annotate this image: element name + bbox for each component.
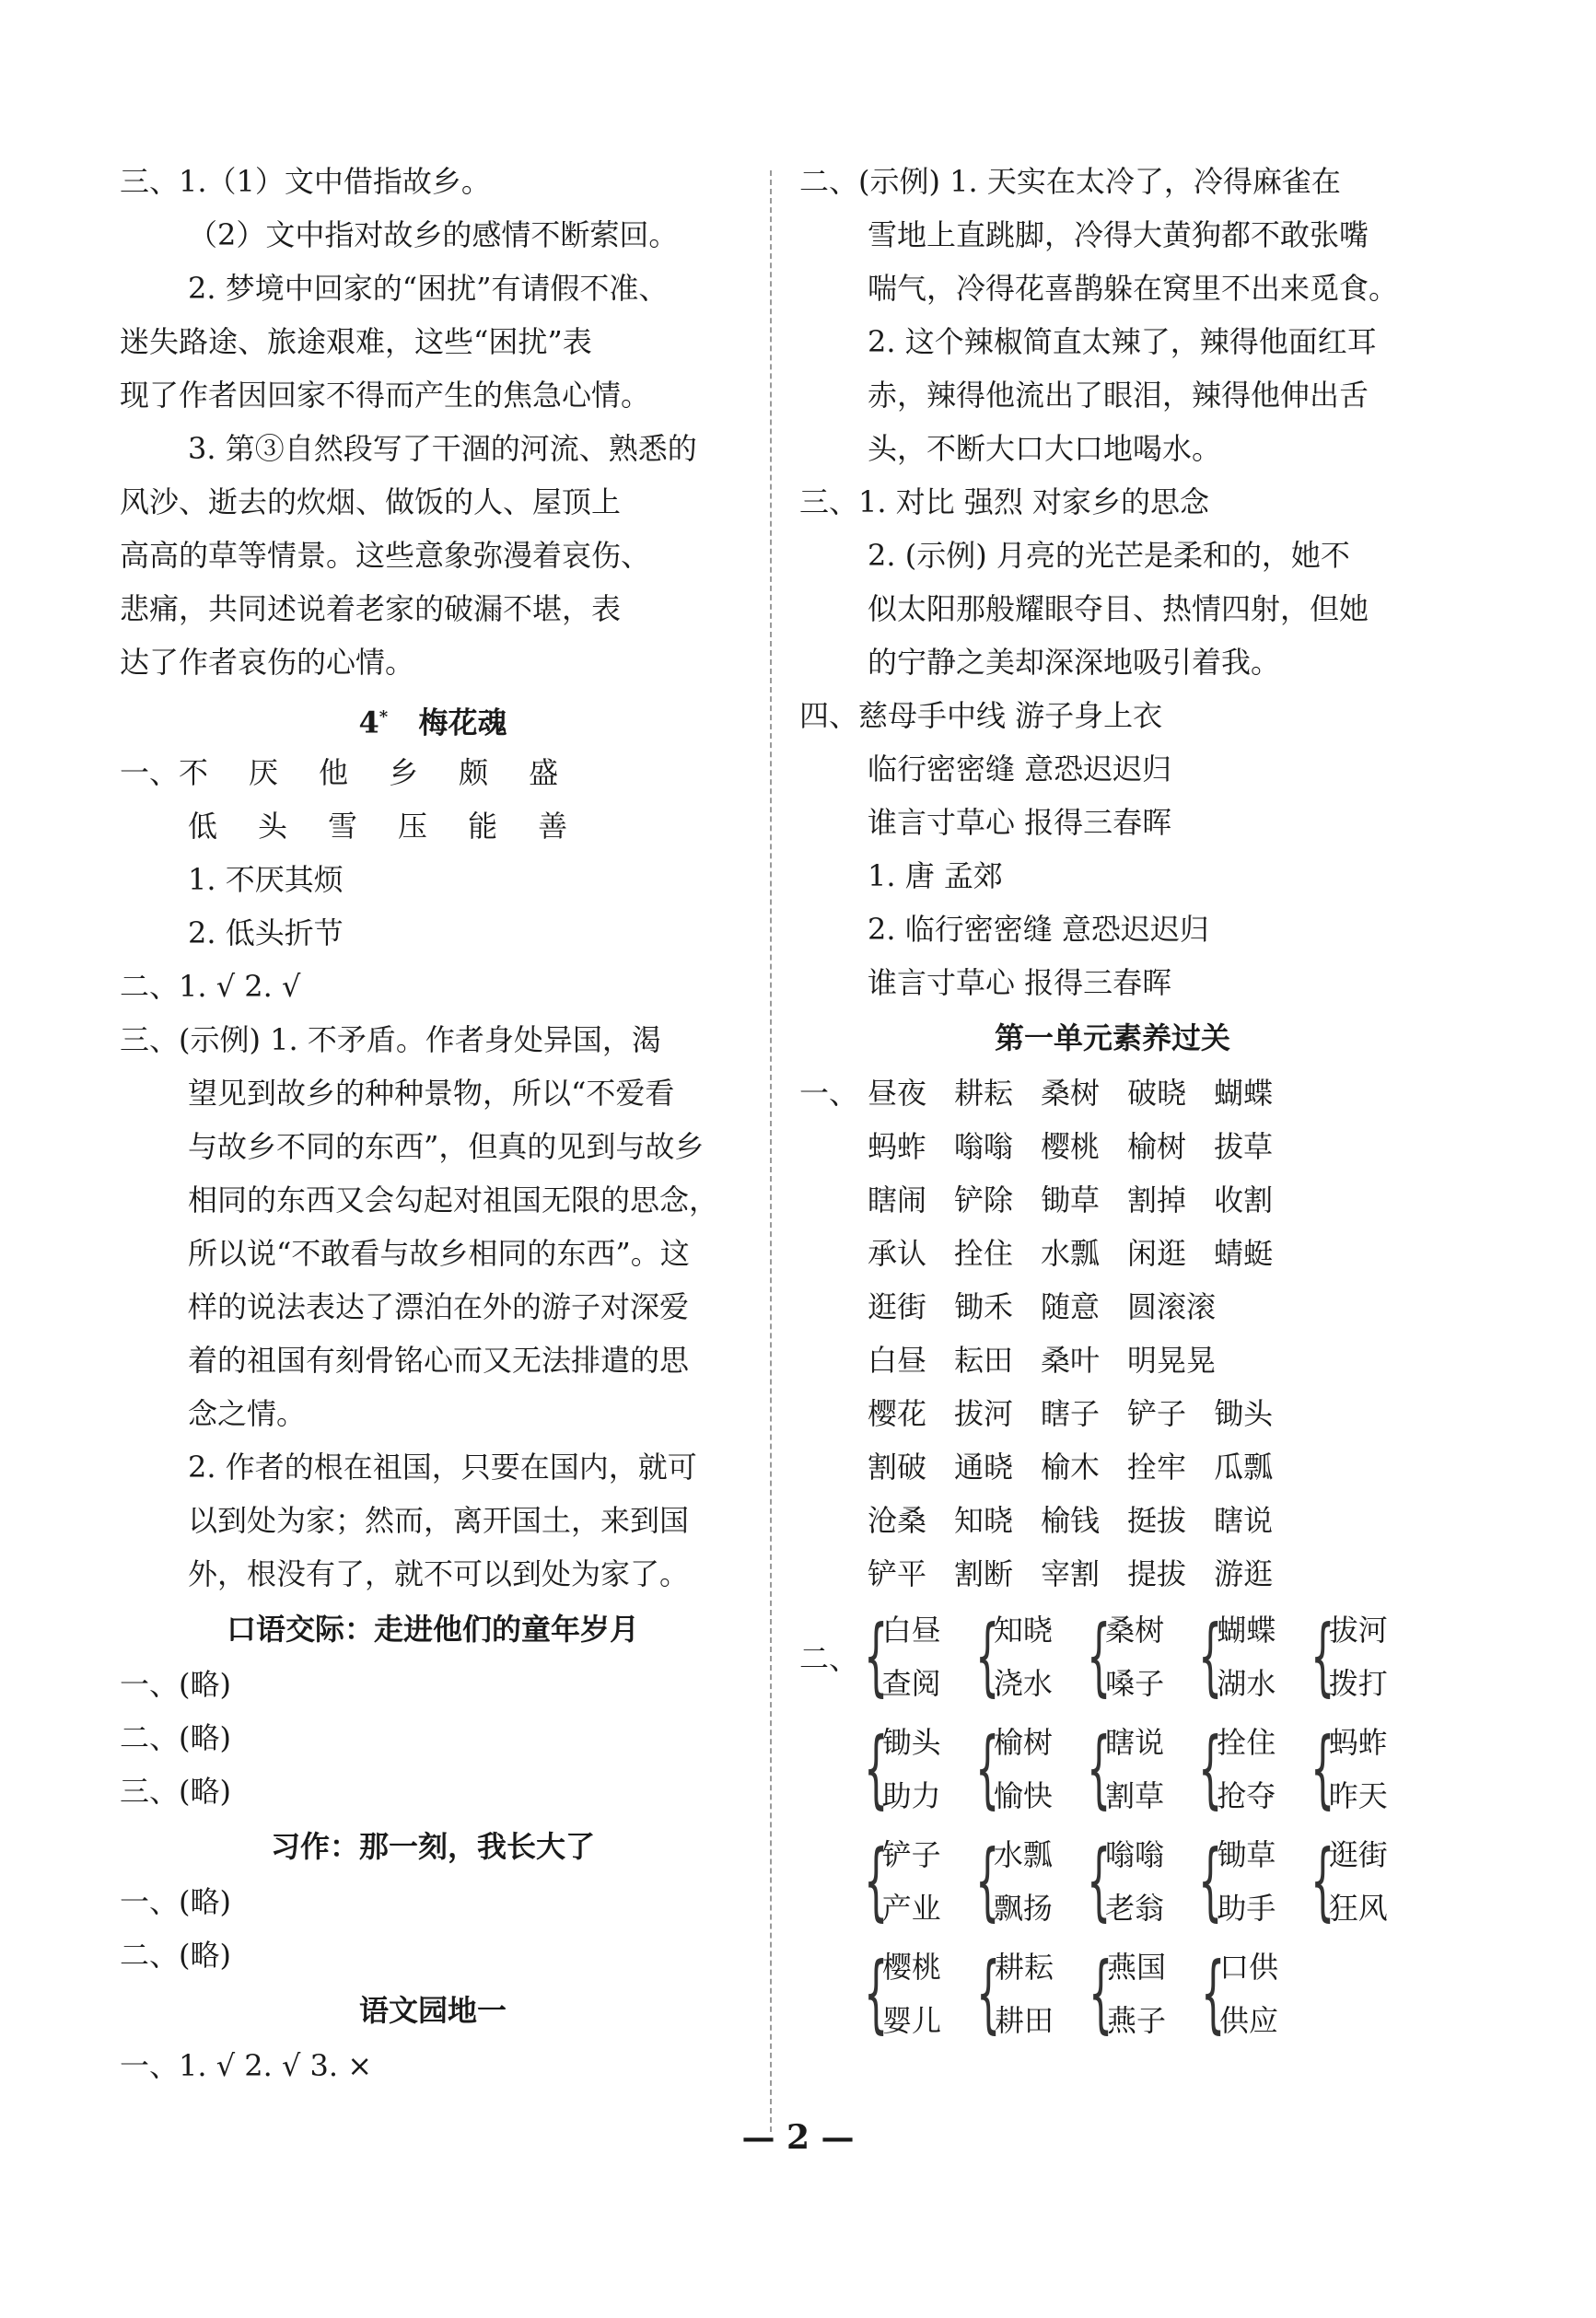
char-cell: 压 [398,809,428,844]
pair-word: 狂风 [1328,1891,1388,1926]
word-pair [1089,1940,1205,2047]
word-pair [974,1716,1090,1823]
word-cell: 樱花 [868,1396,927,1431]
word-pair [1198,1828,1313,1935]
word-cell: 游逛 [1214,1556,1274,1591]
pair-word: 割草 [1105,1778,1165,1813]
pair-words [994,1603,1053,1710]
pair-words [882,1716,941,1823]
word-cell: 水瓢 [1041,1236,1101,1271]
word-cell: 宰割 [1041,1556,1101,1591]
word-cell: 破晓 [1127,1076,1187,1111]
pair-word: 蝴蝶 [1217,1613,1276,1648]
answer-line: 样的说法表达了漂泊在外的游子对深爱 [188,1289,690,1324]
left-brace-icon: { [864,1944,889,2043]
pair-word: 拔河 [1328,1613,1388,1648]
pair-word: 嗓子 [1105,1666,1165,1701]
word-pair [1198,1603,1313,1710]
word-cell: 圆滚滚 [1127,1289,1217,1324]
word-cell: 承认 [868,1236,927,1271]
left-brace-icon: { [974,1607,1000,1706]
word-pair [974,1603,1090,1710]
answer-line: 着的祖国有刻骨铭心而又无法排遣的思 [188,1343,690,1378]
pair-words [1217,1603,1276,1710]
word-cell: 收割 [1214,1182,1274,1217]
word-cell: 铲除 [954,1182,1014,1217]
word-row [799,1387,1426,1440]
word-cell: 瞎闹 [868,1182,927,1217]
char-cell: 盛 [529,755,559,790]
word-cell: 瓜瓢 [1214,1450,1274,1485]
answer-line: 2. 这个辣椒简直太辣了，辣得他面红耳 [868,324,1377,359]
word-cell: 嗡嗡 [954,1129,1014,1164]
pair-word: 逛街 [1328,1837,1388,1872]
char-cell: 低 [188,809,218,844]
answer-line: 喘气，冷得花喜鹊躲在窝里不出来觅食。 [868,271,1399,306]
word-cell: 耘田 [954,1343,1014,1378]
answer-line: 一、(略) [120,1667,231,1702]
answer-line: 悲痛，共同述说着老家的破漏不堪，表 [120,591,622,626]
pair-word: 抢夺 [1217,1778,1276,1813]
word-cell: 铲子 [1127,1396,1187,1431]
pair-word: 婴儿 [882,2003,942,2038]
pair-word: 嗡嗡 [1105,1837,1165,1872]
char-cell: 雪 [328,809,358,844]
word-cell: 闲逛 [1127,1236,1187,1271]
answer-line: 2. 临行密密缝 意恐迟迟归 [868,912,1209,947]
word-cell: 榆钱 [1041,1503,1101,1538]
pair-row [799,1938,1426,2050]
pair-word: 供应 [1219,2003,1279,2038]
lesson-number: 4 [358,705,379,740]
word-cell: 知晓 [954,1503,1014,1538]
char-row [120,746,746,799]
word-pair [974,1828,1090,1935]
pair-word: 白昼 [881,1613,941,1648]
pair-words [994,1828,1053,1935]
left-brace-icon: { [1198,1607,1223,1706]
word-cell: 蝴蝶 [1214,1076,1274,1111]
word-pair [976,1940,1092,2047]
answer-line: 三、1.（1）文中借指故乡。 [120,164,491,199]
unit-title: 第一单元素养过关 [994,1020,1230,1055]
pair-words [1219,1940,1278,2047]
left-column [120,155,746,2092]
left-brace-icon: { [974,1832,1000,1930]
pair-word: 铲子 [881,1837,941,1872]
left-brace-icon: { [1089,1944,1113,2043]
answer-line: 似太阳那般耀眼夺目、热情四射，但她 [868,591,1369,626]
left-brace-icon: { [1310,1607,1335,1706]
answer-line: 二、(略) [120,1720,231,1755]
answer-line: 谁言寸草心 报得三春晖 [868,805,1172,840]
pair-word: 湖水 [1217,1666,1276,1701]
word-cell: 割破 [868,1450,927,1485]
word-cell: 锄草 [1041,1182,1101,1217]
word-cell: 拴牢 [1127,1450,1187,1485]
word-cell: 白昼 [868,1343,927,1378]
word-cell: 蜻蜓 [1214,1236,1274,1271]
pair-word: 查阅 [881,1666,941,1701]
answer-line: 一、(略) [120,1884,231,1919]
word-cell: 拴住 [954,1236,1014,1271]
word-pair [1201,1940,1317,2047]
char-cell: 不 [179,755,209,790]
answer-line: 迷失路途、旅途艰难，这些“困扰”表 [120,324,592,359]
left-brace-icon: { [1087,1607,1112,1706]
answer-line: 以到处为家；然而，离开国土，来到国 [188,1503,690,1538]
pair-words [1105,1828,1164,1935]
pair-word: 助力 [881,1778,941,1813]
pair-word: 瞎说 [1105,1725,1165,1760]
word-cell: 明晃晃 [1127,1343,1217,1378]
word-pair [1310,1603,1426,1710]
word-cell: 拔河 [954,1396,1014,1431]
left-brace-icon: { [974,1719,1000,1818]
answer-line: 念之情。 [188,1396,307,1431]
answer-line: 高高的草等情景。这些意象弥漫着哀伤、 [120,538,651,573]
answer-line: 1. 唐 孟郊 [868,858,1003,893]
answer-line: 风沙、逝去的炊烟、做饭的人、屋顶上 [120,484,622,519]
writing-title: 习作：那一刻，我长大了 [270,1829,595,1864]
pair-word: 榆树 [993,1725,1053,1760]
answer-line: 的宁静之美却深深地吸引着我。 [868,645,1281,680]
pair-word: 拨打 [1328,1666,1388,1701]
answer-line: 四、慈母手中线 游子身上衣 [799,698,1163,733]
left-brace-icon: { [1087,1719,1112,1818]
char-cell: 善 [538,809,568,844]
pair-word: 锄草 [1217,1837,1276,1872]
word-cell: 蚂蚱 [868,1129,927,1164]
pair-word: 产业 [881,1891,941,1926]
unit-word-list [799,1066,1426,1601]
left-brace-icon: { [976,1944,1001,2043]
word-row [799,1494,1426,1547]
unit-pair-list [799,1601,1426,2050]
garden-title: 语文园地一 [358,1993,507,2028]
pair-word: 樱桃 [882,1950,942,1985]
answer-line: 雪地上直跳脚，冷得大黄狗都不敢张嘴 [868,217,1369,252]
word-pair [1198,1716,1313,1823]
pair-words [1105,1603,1164,1710]
word-pair [863,1828,979,1935]
pair-word: 燕子 [1107,2003,1167,2038]
word-cell: 提拔 [1127,1556,1187,1591]
pair-words [882,1603,941,1710]
left-brace-icon: { [863,1832,888,1930]
word-row [799,1440,1426,1494]
word-cell: 瞎说 [1214,1503,1274,1538]
word-cell: 桑树 [1041,1076,1101,1111]
pair-word: 助手 [1217,1891,1276,1926]
pair-word: 老翁 [1105,1891,1165,1926]
pair-words [995,1940,1054,2047]
word-cell: 割掉 [1127,1182,1187,1217]
answer-line: 二、(示例) 1. 天实在太冷了，冷得麻雀在 [799,164,1341,199]
answer-line: 谁言寸草心 报得三春晖 [868,965,1172,1000]
pair-words [1217,1716,1276,1823]
pair-word: 桑树 [1105,1613,1165,1648]
word-pair [864,1940,980,2047]
pair-words [1329,1716,1388,1823]
word-pair [1087,1828,1202,1935]
char-cell: 他 [319,755,349,790]
char-cell: 乡 [389,755,419,790]
word-pair [1087,1716,1202,1823]
answer-line: 达了作者哀伤的心情。 [120,645,415,680]
pair-words [1107,1940,1166,2047]
word-row [799,1173,1426,1227]
answer-line: 2. 低头折节 [188,915,344,950]
left-brace-icon: { [863,1719,888,1818]
answer-line: 相同的东西又会勾起对祖国无限的思念， [188,1182,719,1217]
answer-line: 三、(略) [120,1774,231,1809]
pair-word: 昨天 [1328,1778,1388,1813]
pair-word: 锄头 [881,1725,941,1760]
answer-line: 所以说“不敢看与故乡相同的东西”。这 [188,1236,690,1271]
answer-line: 与故乡不同的东西”，但真的见到与故乡 [188,1129,705,1164]
answer-line: 3. 第③自然段写了干涸的河流、熟悉的 [188,431,697,466]
word-pair [863,1716,979,1823]
left-brace-icon: { [1310,1719,1335,1818]
answer-line: 1. 不厌其烦 [188,862,344,897]
pair-words [1105,1716,1164,1823]
word-row [799,1066,1426,1120]
word-cell: 拔草 [1214,1129,1274,1164]
word-row [799,1280,1426,1334]
left-brace-icon: { [1310,1832,1335,1930]
answer-line: 2. (示例) 月亮的光芒是柔和的，她不 [868,538,1350,573]
char-cell: 头 [258,809,288,844]
word-row [799,1334,1426,1387]
word-cell: 随意 [1041,1289,1101,1324]
answer-line: 望见到故乡的种种景物，所以“不爱看 [188,1076,675,1111]
char-cell: 能 [468,809,498,844]
pair-word: 知晓 [993,1613,1053,1648]
pair-words [882,1828,941,1935]
answer-line: （2）文中指对故乡的感情不断萦回。 [188,217,679,252]
lesson-name: 梅花魂 [418,705,507,740]
pair-word: 水瓢 [993,1837,1053,1872]
char-cell: 颇 [459,755,489,790]
right-column [799,155,1426,2050]
answer-line: 二、1. √ 2. √ [120,969,301,1004]
word-row [799,1120,1426,1173]
word-cell: 樱桃 [1041,1129,1101,1164]
left-brace-icon: { [1087,1832,1112,1930]
pair-word: 浇水 [993,1666,1053,1701]
word-cell: 榆树 [1127,1129,1187,1164]
pair-words [994,1716,1053,1823]
word-pair [1310,1828,1426,1935]
answer-line: 一、1. √ 2. √ 3. × [120,2048,373,2083]
word-cell: 通晓 [954,1450,1014,1485]
section-label: 一、 [799,1076,859,1111]
answer-line: 三、(示例) 1. 不矛盾。作者身处异国，渴 [120,1022,661,1057]
answer-line: 赤，辣得他流出了眼泪，辣得他伸出舌 [868,378,1369,413]
word-cell: 逛街 [868,1289,927,1324]
pair-word: 耕耘 [995,1950,1054,1985]
pair-words [1329,1603,1388,1710]
word-row [799,1547,1426,1601]
answer-line: 外，根没有了，就不可以到处为家了。 [188,1556,690,1591]
word-pair [863,1603,979,1710]
char-row [120,799,746,853]
pair-word: 耕田 [995,2003,1054,2038]
word-cell: 瞎子 [1041,1396,1101,1431]
pair-row [799,1601,1426,1713]
left-brace-icon: { [1201,1944,1226,2043]
answer-line: 二、(略) [120,1938,231,1973]
answer-line: 头，不断大口大口地喝水。 [868,431,1222,466]
char-cell: 厌 [249,755,279,790]
word-cell: 锄禾 [954,1289,1014,1324]
left-brace-icon: { [863,1607,888,1706]
pair-words [882,1940,941,2047]
pair-word: 飘扬 [993,1891,1053,1926]
oral-title: 口语交际：走进他们的童年岁月 [226,1612,639,1647]
lesson-star: * [379,707,389,727]
lesson-title [120,689,746,746]
left-brace-icon: { [1198,1719,1223,1818]
word-pair [1087,1603,1202,1710]
pair-word: 拴住 [1217,1725,1276,1760]
section-label: 二、 [799,1641,859,1676]
word-cell: 锄头 [1214,1396,1274,1431]
pair-row [799,1713,1426,1825]
word-cell: 昼夜 [868,1076,927,1111]
answer-line: 临行密密缝 意恐迟迟归 [868,751,1172,786]
answer-line: 三、1. 对比 强烈 对家乡的思念 [799,484,1210,519]
answer-line: 2. 作者的根在祖国，只要在国内，就可 [188,1450,697,1485]
pair-word: 燕国 [1107,1950,1167,1985]
answer-line: 现了作者因回家不得而产生的焦急心情。 [120,378,651,413]
word-cell: 割断 [954,1556,1014,1591]
pair-words [1329,1828,1388,1935]
section-label: 一、 [120,755,180,790]
answer-line: 2. 梦境中回家的“困扰”有请假不准、 [188,271,669,306]
column-divider [770,170,772,2132]
word-cell: 桑叶 [1041,1343,1101,1378]
pair-word: 蚂蚱 [1328,1725,1388,1760]
pair-row [799,1825,1426,1938]
word-cell: 沧桑 [868,1503,927,1538]
pair-word: 口供 [1219,1950,1279,1985]
word-cell: 铲平 [868,1556,927,1591]
word-cell: 挺拔 [1127,1503,1187,1538]
page-number: — 2 — [741,2118,855,2157]
word-pair [1310,1716,1426,1823]
left-brace-icon: { [1198,1832,1223,1930]
word-cell: 耕耘 [954,1076,1014,1111]
word-cell: 榆木 [1041,1450,1101,1485]
pair-words [1217,1828,1276,1935]
word-row [799,1227,1426,1280]
pair-word: 愉快 [993,1778,1053,1813]
